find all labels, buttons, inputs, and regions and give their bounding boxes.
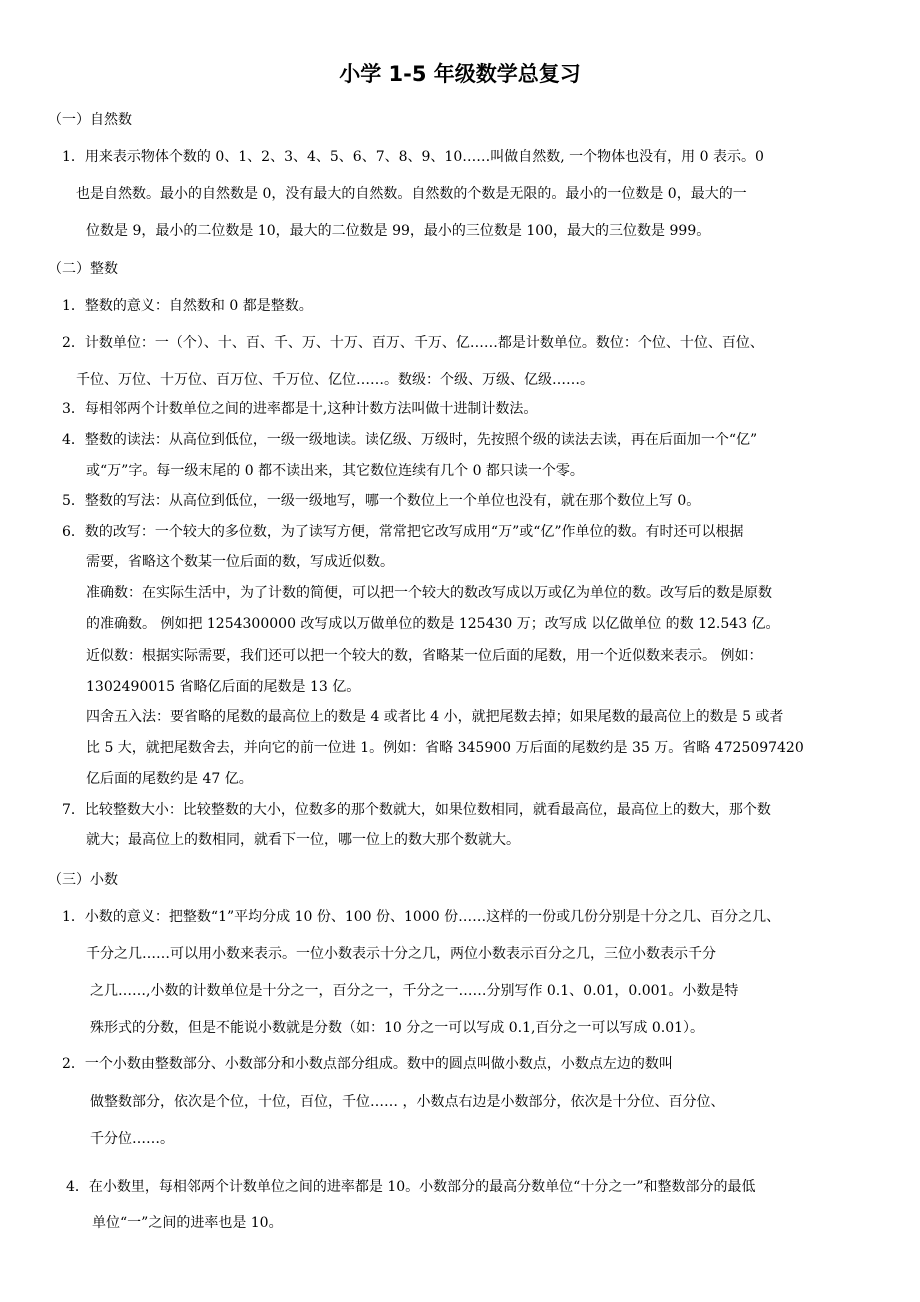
- text-line: 需要，省略这个数某一位后面的数，写成近似数。: [86, 554, 394, 570]
- text-line: 的准确数。 例如把 1254300000 改写成以万做单位的数是 125430 万；改写成 以亿做单位 的数 12.543 亿。: [86, 616, 780, 632]
- text-line: 千分之几……可以用小数来表示。一位小数表示十分之几，两位小数表示百分之几，三位小数表示千分: [86, 946, 716, 962]
- text-line: 位数是 9，最小的二位数是 10，最大的二位数是 99，最小的三位数是 100，最大的三位数是 999。: [86, 223, 711, 239]
- text-line: 或“万”字。每一级末尾的 0 都不读出来，其它数位连续有几个 0 都只读一个零。: [86, 463, 584, 479]
- text-line: 四舍五入法：要省略的尾数的最高位上的数是 4 或者比 4 小，就把尾数去掉；如果尾数的最高位上的数是 5 或者: [86, 709, 784, 725]
- text-line: 千位、万位、十万位、百万位、千万位、亿位……。数级：个级、万级、亿级……。: [76, 372, 594, 388]
- text-line: 6．数的改写：一个较大的多位数，为了读写方便，常常把它改写成用“万”或“亿”作单位的数。有时还可以根据: [62, 524, 744, 540]
- text-line: 单位“一”之间的进率也是 10。: [92, 1215, 283, 1231]
- text-line: 千分位……。: [90, 1131, 174, 1147]
- text-line: 1．小数的意义：把整数“1”平均分成 10 份、100 份、1000 份……这样的一份或几份分别是十分之几、百分之几、: [62, 909, 781, 925]
- text-line: 5．整数的写法：从高位到低位，一级一级地写，哪一个数位上一个单位也没有，就在那个数位上写 0。: [62, 493, 701, 509]
- section-heading-decimals: （三）小数: [48, 872, 118, 888]
- text-line: 亿后面的尾数约是 47 亿。: [86, 771, 253, 787]
- text-line: 殊形式的分数，但是不能说小数就是分数（如：10 分之一可以写成 0.1,百分之一可以写成 0.01）。: [90, 1020, 705, 1036]
- text-line: 准确数：在实际生活中，为了计数的简便，可以把一个较大的数改写成以万或亿为单位的数。改写后的数是原数: [86, 585, 772, 601]
- text-line: 之几……,小数的计数单位是十分之一，百分之一，千分之一……分别写作 0.1、0.01，0.001。小数是特: [90, 983, 739, 999]
- page-title: 小学 1-5 年级数学总复习: [339, 62, 581, 86]
- text-line: 也是自然数。最小的自然数是 0，没有最大的自然数。自然数的个数是无限的。最小的一位数是 0，最大的一: [76, 186, 747, 202]
- text-line: 做整数部分，依次是个位，十位，百位，千位…… ，小数点右边是小数部分，依次是十分位、百分位、: [90, 1094, 725, 1110]
- text-line: 近似数：根据实际需要，我们还可以把一个较大的数，省略某一位后面的尾数，用一个近似数来表示。 例如：: [86, 648, 763, 664]
- section-heading-integers: （二）整数: [48, 261, 118, 277]
- text-line: 7．比较整数大小：比较整数的大小，位数多的那个数就大，如果位数相同，就看最高位，最高位上的数大，那个数: [62, 802, 771, 818]
- text-line: 比 5 大，就把尾数舍去，并向它的前一位进 1。例如：省略 345900 万后面的尾数约是 35 万。省略 4725097420: [86, 740, 804, 756]
- text-line: 4．在小数里，每相邻两个计数单位之间的进率都是 10。小数部分的最高分数单位“十分之一”和整数部分的最低: [66, 1179, 756, 1195]
- text-line: 1．用来表示物体个数的 0、1、2、3、4、5、6、7、8、9、10……叫做自然数, 一个物体也没有，用 0 表示。0: [62, 149, 764, 165]
- section-heading-natural-numbers: （一）自然数: [48, 112, 132, 128]
- text-line: 4．整数的读法：从高位到低位，一级一级地读。读亿级、万级时，先按照个级的读法去读，再在后面加一个“亿”: [62, 432, 758, 448]
- text-line: 就大；最高位上的数相同，就看下一位，哪一位上的数大那个数就大。: [86, 832, 520, 848]
- text-line: 1302490015 省略亿后面的尾数是 13 亿。: [86, 679, 361, 695]
- text-line: 2．计数单位：一（个）、十、百、千、万、十万、百万、千万、亿……都是计数单位。数位：个位、十位、百位、: [62, 335, 764, 351]
- text-line: 3．每相邻两个计数单位之间的进率都是十,这种计数方法叫做十进制计数法。: [62, 401, 538, 417]
- text-line: 2．一个小数由整数部分、小数部分和小数点部分组成。数中的圆点叫做小数点，小数点左边的数叫: [62, 1056, 673, 1072]
- text-line: 1．整数的意义：自然数和 0 都是整数。: [62, 298, 313, 314]
